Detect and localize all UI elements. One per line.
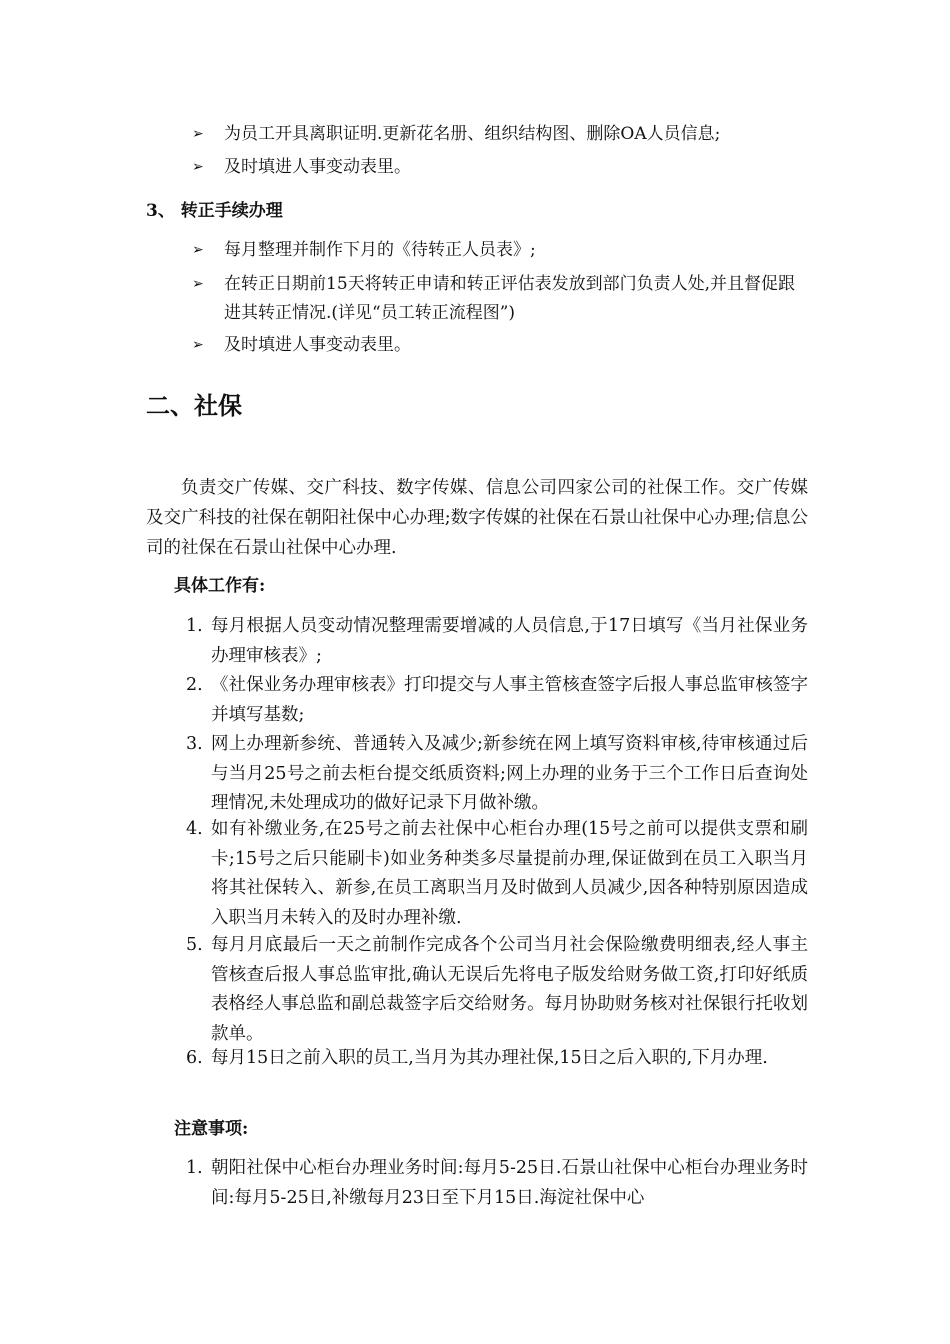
item-number: 5. [186, 935, 203, 955]
item-number: 1. [186, 1158, 203, 1178]
numbered-item [186, 730, 808, 819]
work-label: 具体工作有: [174, 576, 266, 596]
numbered-item [186, 1154, 808, 1213]
section-title: 二、社保 [146, 392, 242, 420]
numbered-item [186, 671, 808, 730]
list-item-text: 在转正日期前15天将转正申请和转正评估表发放到部门负责人处,并且督促跟进其转正情况.(详见“员工转正流程图”) [224, 274, 796, 323]
numbered-item [186, 1044, 808, 1074]
arrow-bullet-icon: ➢ [192, 337, 204, 353]
numbered-item [186, 612, 808, 671]
item-text: 《社保业务办理审核表》打印提交与人事主管核查签字后报人事总监审核签字并填写基数; [211, 675, 808, 725]
item-number: 2. [186, 675, 203, 695]
item-number: 1. [186, 616, 203, 636]
arrow-bullet-icon: ➢ [192, 242, 204, 258]
list-item-text: 及时填进人事变动表里。 [224, 157, 411, 177]
list-item [192, 120, 812, 149]
item-number: 4. [186, 819, 203, 839]
arrow-bullet-icon: ➢ [192, 126, 204, 142]
item-text: 每月月底最后一天之前制作完成各个公司当月社会保险缴费明细表,经人事主管核查后报人事总监审批,确认无误后先将电子版发给财务做工资,打印好纸质表格经人事总监和副总裁签字后交给财务。每月协助财务核对社保银行托收划款单。 [211, 935, 808, 1044]
numbered-item [186, 931, 808, 1049]
item-text: 每月15日之前入职的员工,当月为其办理社保,15日之后入职的,下月办理. [211, 1048, 768, 1068]
item-text: 如有补缴业务,在25号之前去社保中心柜台办理(15号之前可以提供支票和刷卡;15号之后只能刷卡)如业务种类多尽量提前办理,保证做到在员工入职当月将其社保转入、新参,在员工离职当月及时做到人员减少,因各种特别原因造成入职当月未转入的及时办理补缴. [211, 819, 808, 928]
list-item [192, 153, 812, 182]
item-number: 6. [186, 1048, 203, 1068]
list-item-text: 为员工开具离职证明.更新花名册、组织结构图、删除OA人员信息; [224, 124, 721, 144]
arrow-bullet-icon: ➢ [192, 276, 204, 292]
list-item [192, 331, 812, 360]
list-item [192, 236, 812, 265]
list-item [192, 270, 812, 328]
numbered-item [186, 815, 808, 933]
notes-label: 注意事项: [174, 1119, 249, 1139]
list-item-text: 每月整理并制作下月的《待转正人员表》; [224, 240, 536, 260]
item-text: 每月根据人员变动情况整理需要增减的人员信息,于17日填写《当月社保业务办理审核表》; [211, 616, 808, 666]
arrow-bullet-icon: ➢ [192, 159, 204, 175]
section-heading: 3、 转正手续办理 [146, 201, 283, 221]
intro-paragraph: 负责交广传媒、交广科技、数字传媒、信息公司四家公司的社保工作。交广传媒及交广科技的社保在朝阳社保中心办理;数字传媒的社保在石景山社保中心办理;信息公司的社保在石景山社保中心办理. [146, 478, 808, 558]
list-item-text: 及时填进人事变动表里。 [224, 335, 411, 355]
item-number: 3. [186, 734, 203, 754]
item-text: 网上办理新参统、普通转入及减少;新参统在网上填写资料审核,待审核通过后与当月25号之前去柜台提交纸质资料;网上办理的业务于三个工作日后查询处理情况,未处理成功的做好记录下月做补缴。 [211, 734, 808, 813]
item-text: 朝阳社保中心柜台办理业务时间:每月5-25日.石景山社保中心柜台办理业务时间:每月5-25日,补缴每月23日至下月15日.海淀社保中心 [211, 1158, 808, 1208]
